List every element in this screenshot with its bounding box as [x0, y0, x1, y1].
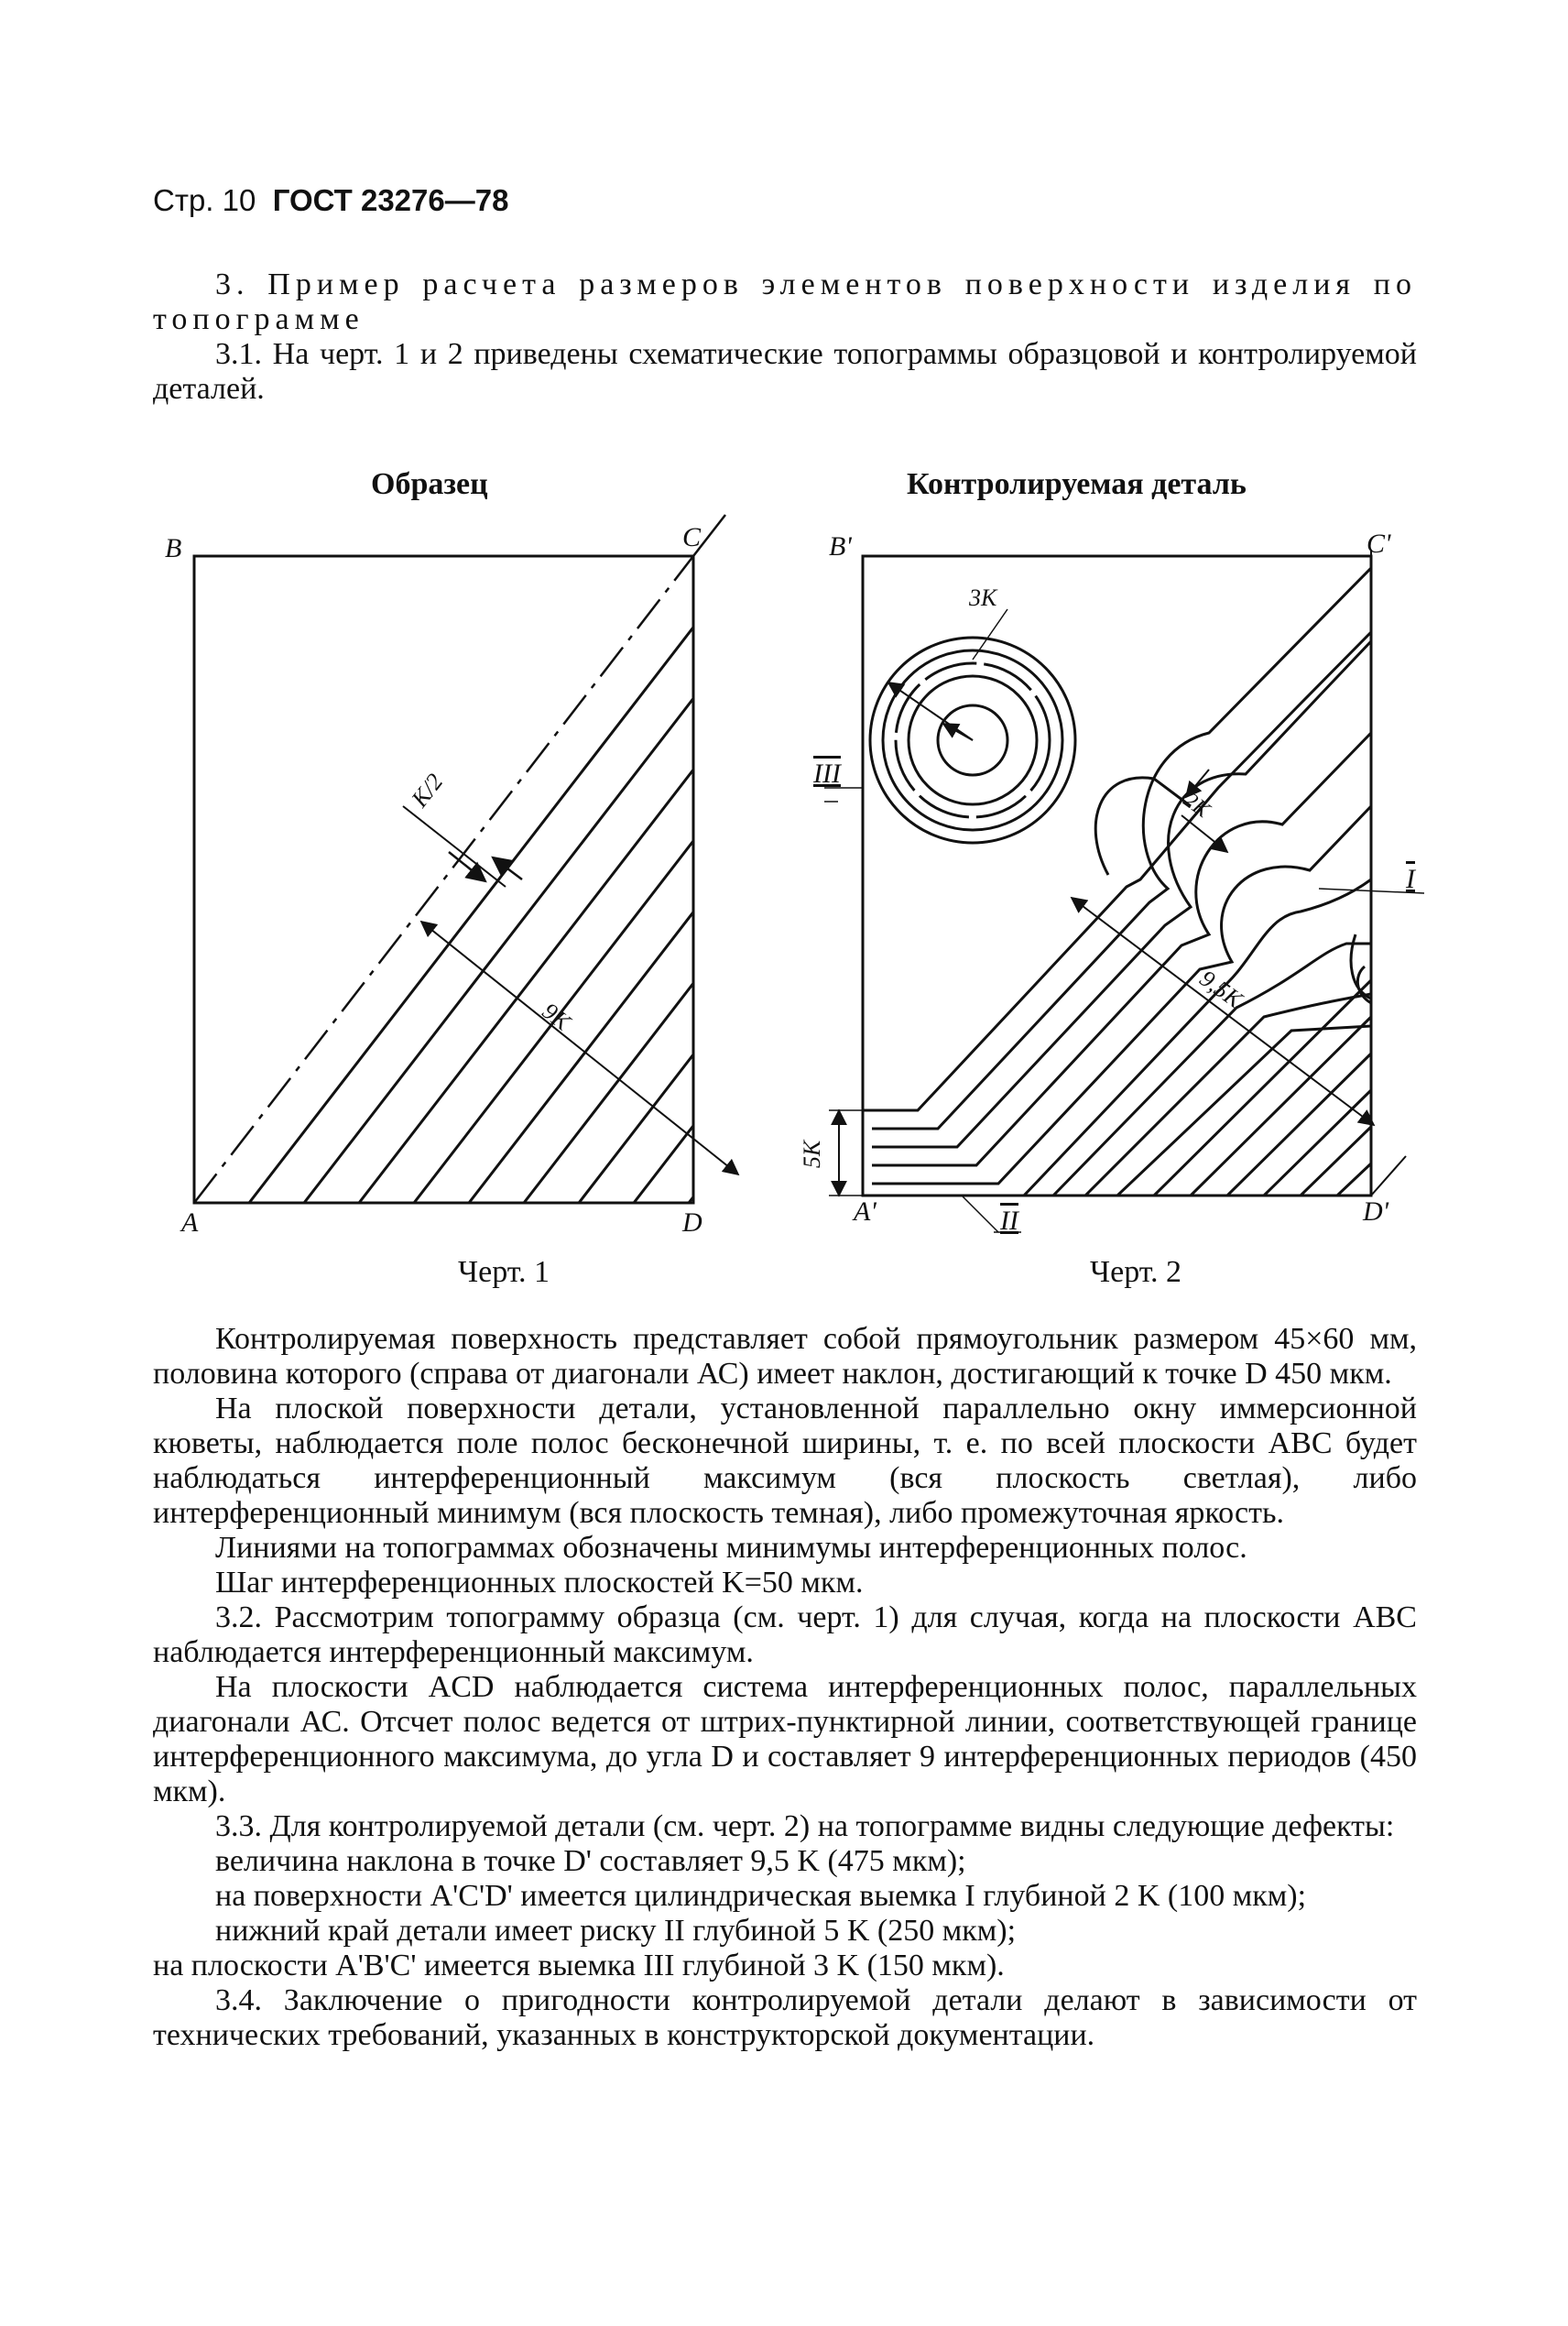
body-paragraph: величина наклона в точке D' составляет 9,5 K (475 мкм); — [215, 1844, 966, 1878]
figure2-label-3k: 3K — [969, 584, 997, 611]
figure1-label-9k: 9K — [537, 997, 576, 1036]
body-paragraph: на поверхности A'C'D' имеется цилиндрическая выемка I глубиной 2 K (100 мкм); — [215, 1879, 1307, 1913]
figure2-title: Контролируемая деталь — [907, 467, 1247, 501]
figure2-label-d: D' — [1363, 1196, 1389, 1227]
page-prefix: Стр. — [153, 183, 214, 217]
figure2-label-5k: 5K — [799, 1140, 826, 1169]
figure2-label-i: I — [1406, 864, 1415, 894]
body-paragraph: Шаг интерференционных плоскостей K=50 мкм. — [215, 1566, 864, 1600]
figure2-label-2k: 2K — [1179, 788, 1214, 823]
figure1-label-b: B — [165, 533, 182, 563]
paragraph-3-1: 3.1. На черт. 1 и 2 приведены схематические топограммы образцовой и контролируемой деталей. — [153, 337, 1417, 406]
body-paragraph: нижний край детали имеет риску II глубиной 5 K (250 мкм); — [215, 1914, 1017, 1948]
body-paragraph: Линиями на топограммах обозначены минимумы интерференционных полос. — [215, 1531, 1247, 1565]
body-paragraph: На плоскости ACD наблюдается система интерференционных полос, параллельных диагонали АС. Отсчет полос ведется от штрих-пунктирной линии, соответствующей границе интерференционного максимума, до угла D и составляет 9 интерференционных периодов (450 мкм). — [153, 1670, 1417, 1808]
figure1-caption: Черт. 1 — [458, 1255, 550, 1289]
body-paragraph: На плоской поверхности детали, установленной параллельно окну иммерсионной кюветы, наблюдается поле полос бесконечной ширины, т. е. по всей плоскости ABC будет наблюдаться интерференционный максимум (вся плоскость светлая), либо интерференционный минимум (вся плоскость темная), либо промежуточная яркость. — [153, 1392, 1417, 1530]
figure1-label-c: C — [682, 522, 702, 552]
body-paragraph: на плоскости A'B'C' имеется выемка III глубиной 3 K (150 мкм). — [153, 1949, 1005, 1982]
body-paragraph: 3.3. Для контролируемой детали (см. черт. 2) на топограмме видны следующие дефекты: — [215, 1809, 1395, 1843]
figure2-label-a: A' — [854, 1196, 877, 1227]
body-paragraph: 3.4. Заключение о пригодности контролируемой детали делают в зависимости от технических требований, указанных в конструкторской документации. — [153, 1983, 1417, 2052]
body-text — [153, 1322, 1417, 2053]
page-number: 10 — [222, 183, 256, 217]
section-heading: 3. Пример расчета размеров элементов поверхности изделия по топограмме — [153, 268, 1417, 336]
figure1-title: Образец — [371, 467, 488, 501]
figure2-fringes — [870, 568, 1371, 1196]
figure2-label-b: B' — [829, 531, 852, 562]
figure2-label-iii: III — [813, 759, 841, 789]
standard-number: ГОСТ 23276—78 — [272, 183, 509, 217]
body-paragraph: Контролируемая поверхность представляет собой прямоугольник размером 45×60 мм, половина которого (справа от диагонали АС) имеет наклон, достигающий к точке D 450 мкм. — [153, 1322, 1417, 1391]
figure1-label-d: D — [682, 1207, 702, 1238]
figure1-label-a: A — [181, 1207, 199, 1238]
body-paragraph: 3.2. Рассмотрим топограмму образца (см. черт. 1) для случая, когда на плоскости ABC наблюдается интерференционный максимум. — [153, 1600, 1417, 1669]
figure2-label-ii: II — [1000, 1206, 1018, 1236]
figure2-label-95k: 9,5K — [1194, 965, 1247, 1013]
figure1-label-half-k: K/2 — [406, 768, 449, 813]
figure2-caption: Черт. 2 — [1090, 1255, 1182, 1289]
figure2-2k-arrow — [1181, 815, 1227, 852]
figure2-label-c: C' — [1367, 529, 1391, 559]
